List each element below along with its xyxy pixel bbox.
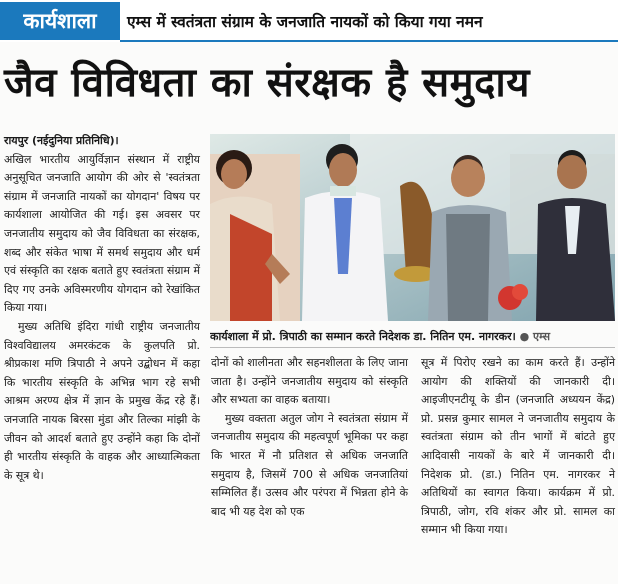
dateline: रायपुर (नईदुनिया प्रतिनिधि)।: [4, 134, 119, 147]
paragraph: अखिल भारतीय आयुर्विज्ञान संस्थान में राष्ट्रीय अनुसूचित जनजाति आयोग की ओर से 'स्वतंत्रता संग्राम में जनजाति नायकों का योगदान' विषय पर कार्यशाला आयोजित की गई। इस अवसर पर जनजातीय समुदाय को जैव विविधता का संरक्षक, शब्द और संकेत भाषा में समर्थ समुदाय और धर्म एवं संस्कृति का रक्षक बताते हुए स्वतंत्रता संग्राम में दिए गए उनके अविस्मरणीय योगदान को रेखांकित किया गया।: [4, 152, 200, 315]
photo-caption: [210, 327, 615, 348]
article-column-3: [421, 354, 615, 540]
header-bar: [0, 0, 618, 42]
photo-illustration: [210, 134, 615, 321]
main-headline: जैव विविधता का संरक्षक है समुदाय: [4, 59, 530, 106]
kicker-headline: एम्स में स्वतंत्रता संग्राम के जनजाति नायकों को किया गया नमन: [127, 13, 483, 31]
paragraph: मुख्य अतिथि इंदिरा गांधी राष्ट्रीय जनजातीय विश्वविद्यालय अमरकंटक के कुलपति प्रो. श्रीप्रकाश मणि त्रिपाठी ने अपने उद्बोधन में कहा कि भारतीय संस्कृति के अभिन्न भाग रहे सभी आश्रम अरण्य क्षेत्र में ज्ञान के प्रमुख केंद्र रहे हैं। जनजाति नायक बिरसा मुंडा और तिल्का मांझी के जीवन को आदर्श बताते हुए उन्होंने कहा कि दोनों ही भारतीय संस्कृति के वाहक और आध्यात्मिकता के सूत्र थे।: [4, 319, 200, 482]
paragraph: दोनों को शालीनता और सहनशीलता के लिए जाना जाता है। उन्होंने जनजातीय समुदाय को संस्कृति और सभ्यता का वाहक बताया।: [211, 356, 408, 407]
caption-text: कार्यशाला में प्रो. त्रिपाठी का सम्मान करते निदेशक डा. नितिन एम. नागरकर।: [210, 330, 516, 343]
section-tag: कार्यशाला: [0, 2, 120, 40]
paragraph: मुख्य वक्तता अतुल जोग ने स्वतंत्रता संग्राम में जनजातीय समुदाय की महत्वपूर्ण भूमिका पर कहा कि भारत में नौ प्रतिशत से अधिक जनजाति समुदाय है, जिसमें 700 से अधिक जनजातियां सम्मिलित हैं। उत्सव और परंपरा में भिन्नता होने के बाद भी यह देश को एक: [211, 411, 408, 518]
article-column-1: [4, 132, 200, 485]
news-photo: [210, 134, 615, 321]
kicker-rule: [120, 40, 618, 42]
paragraph: सूत्र में पिरोए रखने का काम करते हैं। उन्होंने आयोग की शक्तियों की जानकारी दी। आइजीएनटीयू के डीन (जनजाति अध्ययन केंद्र) प्रो. प्रसन्न कुमार सामल ने जनजातीय समुदाय के स्वतंत्रता संग्राम को तीन भागों में बांटते हुए आदिवासी नायकों के बारे में जानकारी दी। निदेशक प्रो. (डा.) नितिन एम. नागरकर ने अतिथियों का स्वागत किया। कार्यक्रम में प्रो. त्रिपाठी, जोग, रवि शंकर और प्रो. सामल का सम्मान भी किया गया।: [421, 356, 615, 537]
article-column-2: [211, 354, 408, 521]
photo-credit: ● एम्स: [519, 330, 551, 343]
